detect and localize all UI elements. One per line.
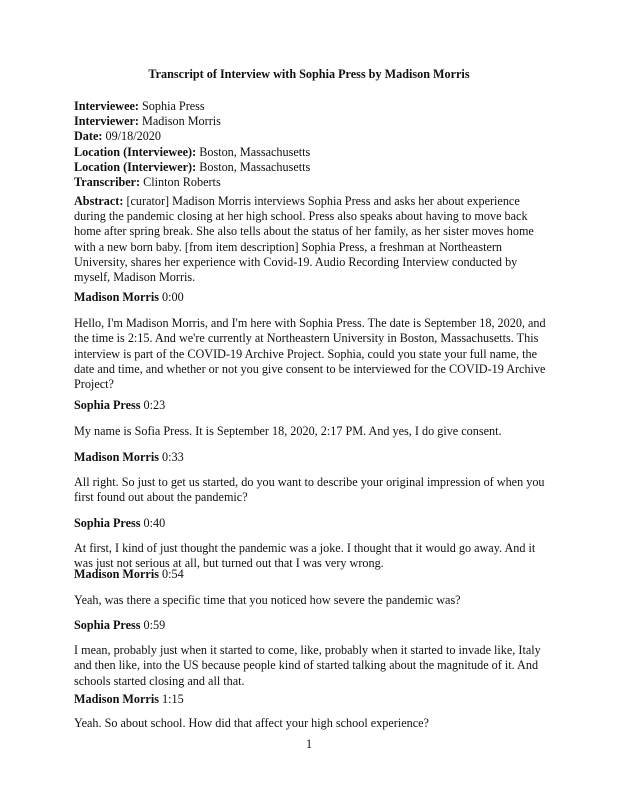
abstract-line: Abstract: [curator] Madison Morris interviews Sophia Press and asks her about experience — [74, 194, 520, 208]
timestamp: 0:59 — [143, 618, 166, 632]
transcript-paragraph: I mean, probably just when it started to come, like, probably when it started to invade like, Italy and then like, into the US because people kind of started talking about the magnitude of it. And schools started closing and all that. — [74, 643, 541, 688]
meta-value: Clinton Roberts — [143, 175, 221, 190]
abstract-label: Abstract: — [74, 194, 124, 208]
meta-label: Interviewee: — [74, 99, 139, 113]
abstract-line: during the pandemic closing at her high school. Press also speaks about having to move back — [74, 209, 528, 224]
meta-value: Boston, Massachusetts — [199, 159, 311, 174]
meta-label: Transcriber: — [74, 175, 141, 190]
meta-label: Location (Interviewer): — [74, 159, 197, 174]
speaker-name: Sophia Press — [74, 398, 141, 412]
speaker-heading — [74, 618, 165, 633]
transcript-paragraph: At first, I kind of just thought the pandemic was a joke. I thought that it would go away. And it was just not serious at all, but turned out that I was very wrong. — [74, 541, 536, 571]
speaker-name: Madison Morris — [74, 692, 159, 706]
transcript-paragraph: Yeah, was there a specific time that you noticed how severe the pandemic was? — [74, 593, 461, 607]
timestamp: 0:00 — [162, 290, 184, 304]
timestamp: 0:23 — [143, 398, 166, 412]
abstract-line: University, shares her experience with Covid-19. Audio Recording Interview conducted by — [74, 254, 518, 269]
meta-transcriber — [74, 175, 310, 190]
transcript-paragraph: Hello, I'm Madison Morris, and I'm here with Sophia Press. The date is September 18, 2020, and the time is 2:15. And we're currently at Northeastern University in Boston, Massachusetts. This interview is part of the COVID-19 Archive Project. Sophia, could you state your full name, the date and time, and whether or not you give consent to be interviewed for the COVID-19 Archive Project? — [74, 316, 546, 392]
speaker-heading — [74, 692, 184, 707]
meta-value: Boston, Massachusetts — [199, 144, 311, 159]
timestamp: 1:15 — [162, 692, 184, 706]
meta-interviewee — [74, 99, 310, 114]
speaker-name: Madison Morris — [74, 567, 159, 581]
transcript-paragraph: Yeah. So about school. How did that affect your high school experience? — [74, 716, 429, 730]
speaker-heading — [74, 450, 184, 465]
meta-location-interviewer — [74, 160, 310, 175]
abstract-line: myself, Madison Morris. — [74, 270, 196, 285]
meta-value: Madison Morris — [142, 114, 221, 129]
speaker-name: Madison Morris — [74, 290, 159, 304]
speaker-name: Madison Morris — [74, 450, 159, 464]
timestamp: 0:33 — [162, 450, 184, 464]
transcript-paragraph: My name is Sofia Press. It is September 18, 2020, 2:17 PM. And yes, I do give consent. — [74, 424, 502, 438]
timestamp: 0:54 — [162, 567, 184, 581]
timestamp: 0:40 — [143, 516, 166, 530]
meta-date — [74, 129, 310, 144]
meta-interviewer — [74, 114, 310, 129]
speaker-heading — [74, 516, 165, 531]
document-title: Transcript of Interview with Sophia Press by Madison Morris — [148, 67, 470, 81]
abstract — [74, 194, 554, 285]
speaker-heading — [74, 398, 165, 413]
transcript-paragraph: All right. So just to get us started, do you want to describe your original impression of when you first found out about the pandemic? — [74, 475, 545, 505]
interview-metadata — [74, 99, 310, 190]
meta-label: Interviewer: — [74, 114, 139, 129]
page-number: 1 — [305, 737, 313, 751]
abstract-line: home after spring break. She also tells about the status of her family, as her sister moves home — [74, 224, 534, 239]
meta-value: 09/18/2020 — [105, 129, 161, 144]
meta-label: Date: — [74, 129, 103, 144]
abstract-line: with a new born baby. [from item description] Sophia Press, a freshman at Northeastern — [74, 239, 503, 254]
meta-value: Sophia Press — [142, 99, 205, 113]
speaker-name: Sophia Press — [74, 618, 141, 632]
speaker-name: Sophia Press — [74, 516, 141, 530]
meta-label: Location (Interviewee): — [74, 144, 197, 159]
meta-location-interviewee — [74, 145, 310, 160]
speaker-heading — [74, 567, 184, 582]
speaker-heading — [74, 290, 184, 305]
